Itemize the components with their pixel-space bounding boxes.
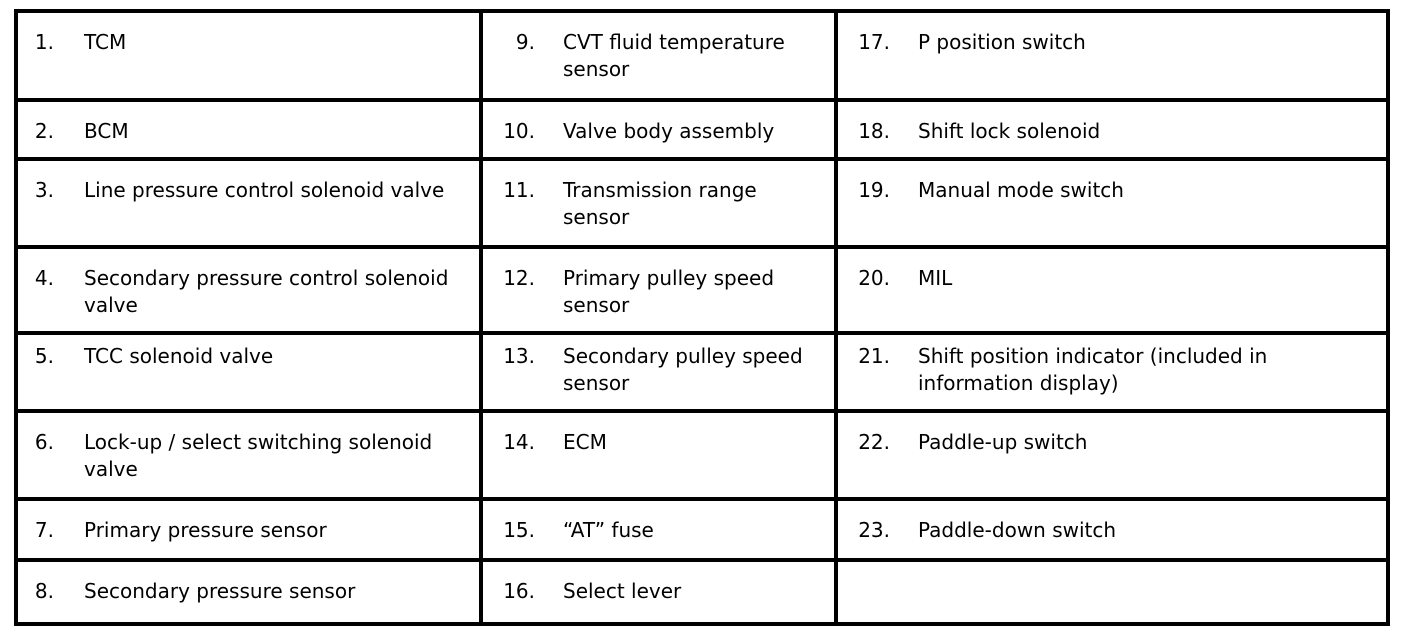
item-number: 2. <box>34 119 54 143</box>
item-number: 12. <box>503 266 535 290</box>
item-label: CVT fluid temperature sensor <box>563 30 785 81</box>
item-label: P position switch <box>918 30 1086 54</box>
item-label: Select lever <box>563 579 682 603</box>
table-row <box>16 560 1388 624</box>
table-cell <box>16 411 481 499</box>
item-label: Paddle-down switch <box>918 518 1117 542</box>
item-number: 18. <box>858 119 890 143</box>
table-cell <box>481 499 836 560</box>
item-number: 14. <box>503 430 535 454</box>
table-cell <box>836 411 1388 499</box>
item-number: 1. <box>34 30 54 54</box>
item-number: 15. <box>503 518 535 542</box>
item-label: “AT” fuse <box>563 518 654 542</box>
item-label: Secondary pressure control solenoid valve <box>84 266 449 317</box>
item-label: Primary pulley speed sensor <box>563 266 775 317</box>
table-cell <box>836 100 1388 159</box>
item-number: 3. <box>34 178 54 202</box>
item-number: 16. <box>503 579 535 603</box>
item-label: Primary pressure sensor <box>84 518 327 542</box>
item-label: BCM <box>84 119 129 143</box>
item-number: 11. <box>503 178 535 202</box>
item-label: MIL <box>918 266 953 290</box>
table-cell <box>16 247 481 333</box>
item-label: Shift position indicator (included in information display) <box>918 344 1268 395</box>
table-row <box>16 411 1388 499</box>
table-cell <box>16 100 481 159</box>
item-label: Secondary pressure sensor <box>84 579 356 603</box>
item-number: 19. <box>858 178 890 202</box>
table-cell <box>836 11 1388 100</box>
table-cell <box>16 11 481 100</box>
item-label: Transmission range sensor <box>563 178 757 229</box>
item-label: TCC solenoid valve <box>84 344 274 368</box>
item-number: 6. <box>34 430 54 454</box>
table-cell <box>481 247 836 333</box>
empty-table-cell <box>836 560 1388 624</box>
item-label: ECM <box>563 430 607 454</box>
table-cell <box>481 11 836 100</box>
table-cell <box>481 333 836 411</box>
item-number: 10. <box>503 119 535 143</box>
table-row <box>16 499 1388 560</box>
item-label: Line pressure control solenoid valve <box>84 178 445 202</box>
table-cell <box>836 247 1388 333</box>
table-cell <box>481 411 836 499</box>
table-cell <box>836 159 1388 247</box>
item-number: 21. <box>858 344 890 368</box>
table-row <box>16 333 1388 411</box>
table-row <box>16 247 1388 333</box>
item-label: Secondary pulley speed sensor <box>563 344 803 395</box>
item-number: 20. <box>858 266 890 290</box>
item-number: 23. <box>858 518 890 542</box>
item-label: Manual mode switch <box>918 178 1124 202</box>
item-number: 13. <box>503 344 535 368</box>
component-legend-table <box>14 9 1390 626</box>
table-cell <box>16 499 481 560</box>
item-label: Lock-up / select switching solenoid valve <box>84 430 433 481</box>
item-label: Paddle-up switch <box>918 430 1088 454</box>
table-cell <box>481 100 836 159</box>
item-number: 7. <box>34 518 54 542</box>
table-cell <box>836 499 1388 560</box>
table-cell <box>481 560 836 624</box>
item-number: 9. <box>515 30 535 54</box>
table-cell <box>16 560 481 624</box>
table-cell <box>16 159 481 247</box>
item-number: 17. <box>858 30 890 54</box>
table-row <box>16 11 1388 100</box>
item-number: 4. <box>34 266 54 290</box>
table-cell <box>481 159 836 247</box>
table-row <box>16 100 1388 159</box>
item-label: TCM <box>84 30 127 54</box>
item-label: Shift lock solenoid <box>918 119 1101 143</box>
item-number: 8. <box>34 579 54 603</box>
item-label: Valve body assembly <box>563 119 775 143</box>
item-number: 22. <box>858 430 890 454</box>
table-row <box>16 159 1388 247</box>
table-cell <box>16 333 481 411</box>
table-cell <box>836 333 1388 411</box>
item-number: 5. <box>34 344 54 368</box>
